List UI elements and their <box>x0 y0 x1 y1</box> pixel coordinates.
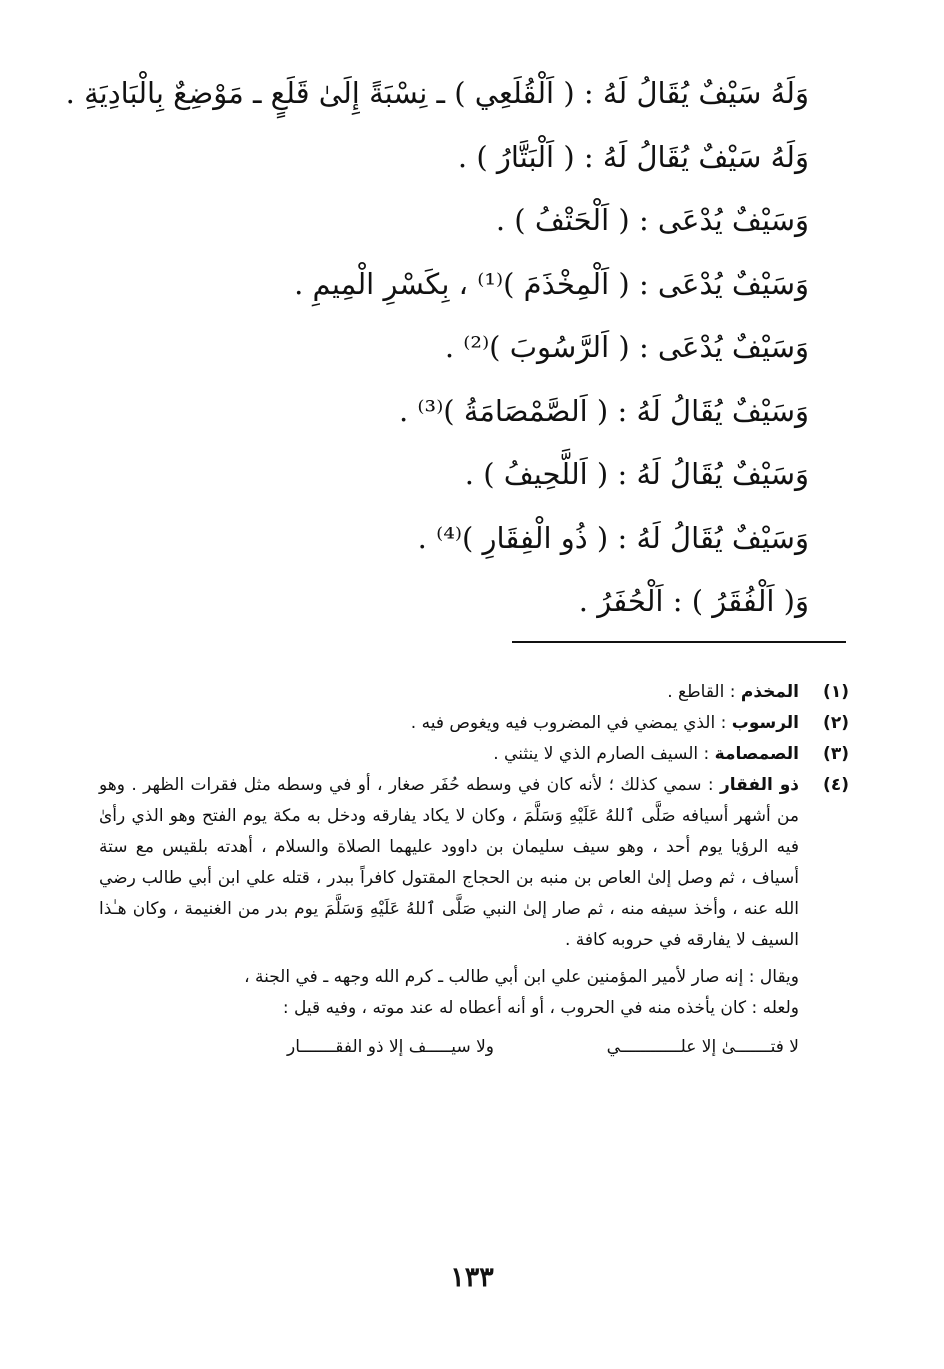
footnote-text: : السيف الصارم الذي لا ينثني . <box>493 744 710 764</box>
footnote-text: : الذي يمضي في المضروب فيه ويغوص فيه . <box>410 713 727 733</box>
footnote-term: الرسوب <box>731 713 799 733</box>
verse-line: وَلَهُ سَيْفٌ يُقَالُ لَهُ : ( اَلْبَتَّارُ ) . <box>457 139 809 174</box>
verse-line: وَ( اَلْفُقَرُ ) : اَلْحُفَرُ . <box>578 584 809 618</box>
footnote <box>99 677 849 708</box>
verse-line: وَلَهُ سَيْفٌ يُقَالُ لَهُ : ( اَلْقُلَعِي ) ـ نِسْبَةً إِلَىٰ قَلَعٍ ـ مَوْضِعٌ بِالْبَادِيَةِ . <box>65 76 809 110</box>
poem-first-hemistich: لا فتـــــــىٰ إلا علــــــــــــي <box>606 1037 799 1057</box>
closing-paragraph <box>99 962 849 1024</box>
footnote-number: (٤) <box>823 775 849 795</box>
poem-second-hemistich: ولا سيـــــف إلا ذو الفقـــــــار <box>287 1037 494 1057</box>
footnote-text: : القاطع . <box>667 682 736 702</box>
paragraph-line: ويقال : إنه صار لأمير المؤمنين علي ابن أبي طالب ـ كرم الله وجهه ـ في الجنة ، <box>244 967 799 987</box>
footnote-number: (٢) <box>823 713 849 733</box>
poem-verse <box>99 1032 849 1066</box>
page-number: ١٣٣ <box>450 1262 494 1293</box>
verse-block <box>65 62 809 634</box>
footnote-term: ذو الفقار <box>719 775 800 795</box>
footnote <box>99 770 849 956</box>
footnote-term: الصمصامة <box>714 744 799 764</box>
verse-line: وَسَيْفٌ يُدْعَى : ( اَلْمِخْذَمَ )⁽¹⁾ ، بِكَسْرِ الْمِيمِ . <box>294 266 809 301</box>
verse-line: وَسَيْفٌ يُدْعَى : ( اَلْحَتْفُ ) . <box>495 203 809 237</box>
footnote-divider <box>512 641 846 643</box>
verse-line: وَسَيْفٌ يُدْعَى : ( اَلرَّسُوبَ )⁽²⁾ . <box>444 330 809 364</box>
footnote-number: (٣) <box>823 744 849 764</box>
verse-line: وَسَيْفٌ يُقَالُ لَهُ : ( ذُو الْفِقَارِ )⁽⁴⁾ . <box>417 520 809 555</box>
footnote-number: (١) <box>823 682 849 702</box>
footnote-text: : سمي كذلك ؛ لأنه كان في وسطه حُفَر صغار ، أو في وسطه مثل فقرات الظهر . وهو من أشهر أسيافه صَلَّى ٱللهُ عَلَيْهِ وَسَلَّمَ ، وكان لا يكاد يفارقه ودخل به مكة يوم الفتح وهو الذي رأىٰ فيه الرؤيا يوم أحد ، وهو سيف سليمان بن داوود عليهما الصلاة والسلام ، أهدته بلقيس مع ستة أسياف ، ثم وصل إلىٰ العاص بن منبه بن الحجاج المقتول كافراً ببدر ، قتله علي ابن أبي طالب رضي الله عنه ، وأخذ سيفه منه ، ثم صار إلىٰ النبي صَلَّى ٱللهُ عَلَيْهِ وَسَلَّمَ يوم بدر من الغنيمة ، وكان هـٰذا السيف لا يفارقه في حروبه كافة . <box>99 775 799 950</box>
verse-line: وَسَيْفٌ يُقَالُ لَهُ : ( اَللَّحِيفُ ) . <box>464 457 809 491</box>
footnote-term: المخذم <box>740 682 799 702</box>
verse-line: وَسَيْفٌ يُقَالُ لَهُ : ( اَلصَّمْصَامَةُ )⁽³⁾ . <box>398 393 809 428</box>
paragraph-line: ولعله : كان يأخذه منه في الحروب ، أو أنه أعطاه له عند موته ، وفيه قيل : <box>282 998 799 1018</box>
footnotes-section <box>99 677 849 1066</box>
footnote <box>99 708 849 739</box>
footnote <box>99 739 849 770</box>
